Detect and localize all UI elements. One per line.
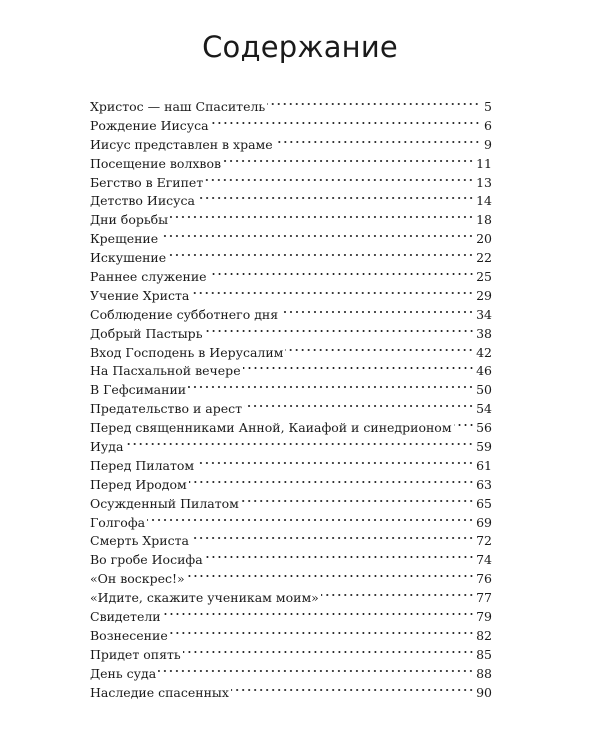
- toc-entry[interactable]: [90, 532, 492, 551]
- toc-entry[interactable]: [90, 457, 492, 476]
- toc-entry-page-number: 88: [476, 665, 492, 681]
- dot-leader: [205, 176, 474, 184]
- toc-entry-title: Голгофа: [90, 514, 146, 530]
- toc-entry-page-number: 9: [484, 136, 492, 152]
- toc-entry[interactable]: [90, 608, 492, 627]
- toc-entry-title: Перед Пилатом: [90, 457, 195, 473]
- toc-entry-page-number: 56: [476, 420, 492, 436]
- toc-entry-page-number: 50: [476, 382, 492, 398]
- toc-entry[interactable]: [90, 362, 492, 381]
- toc-entry-page-number: 25: [476, 269, 492, 285]
- toc-entry-page-number: 69: [476, 514, 492, 530]
- toc-entry-title: Добрый Пастырь: [90, 325, 203, 341]
- toc-entry-title: Иуда: [90, 439, 124, 455]
- dot-leader: [191, 534, 474, 542]
- dot-leader: [244, 402, 474, 410]
- toc-entry-page-number: 11: [476, 155, 492, 171]
- toc-entry[interactable]: [90, 381, 492, 400]
- toc-entry-page-number: 5: [484, 99, 492, 114]
- toc-entry[interactable]: [90, 400, 492, 419]
- toc-entry-page-number: 14: [476, 193, 492, 209]
- toc-entry-page-number: 46: [476, 363, 492, 379]
- dot-leader: [280, 308, 474, 316]
- toc-entry[interactable]: [90, 230, 492, 249]
- dot-leader: [163, 610, 474, 618]
- toc-entry-page-number: 6: [484, 117, 492, 133]
- toc-entry[interactable]: [90, 325, 492, 344]
- toc-entry[interactable]: [90, 646, 492, 665]
- toc-entry[interactable]: [90, 174, 492, 193]
- toc-entry[interactable]: [90, 514, 492, 533]
- toc-entry-title: Перед Иродом: [90, 476, 187, 492]
- toc-entry-title: Посещение волхвов: [90, 155, 222, 171]
- toc-entry[interactable]: [90, 211, 492, 230]
- toc-entry[interactable]: [90, 665, 492, 684]
- toc-entry-title: Перед священниками Анной, Каиафой и синедрионом: [90, 420, 452, 436]
- toc-entry-page-number: 42: [476, 344, 492, 360]
- toc-entry-title: «Он воскрес!»: [90, 571, 185, 587]
- toc-entry-page-number: 29: [476, 287, 492, 303]
- toc-entry[interactable]: [90, 136, 492, 155]
- toc-entry-page-number: 61: [476, 457, 492, 473]
- toc-entry-title: Иисус представлен в храме: [90, 136, 273, 152]
- dot-leader: [196, 459, 474, 467]
- dot-leader: [189, 478, 474, 486]
- toc-entry-page-number: 18: [476, 212, 492, 228]
- toc-entry-page-number: 59: [476, 439, 492, 455]
- dot-leader: [191, 289, 474, 297]
- toc-entry-title: На Пасхальной вечере: [90, 363, 241, 379]
- dot-leader: [243, 364, 475, 372]
- toc-entry-title: Вход Господень в Иерусалим: [90, 344, 284, 360]
- toc-entry-page-number: 54: [476, 401, 492, 417]
- dot-leader: [205, 327, 475, 335]
- page-title: Содержание: [202, 30, 398, 64]
- toc-entry-title: Во гробе Иосифа: [90, 552, 203, 568]
- toc-entry[interactable]: [90, 98, 492, 117]
- toc-entry-title: Наследие спасенных: [90, 684, 229, 700]
- dot-leader: [187, 572, 474, 580]
- toc-entry-title: Крещение: [90, 231, 159, 247]
- toc-entry[interactable]: [90, 438, 492, 457]
- toc-entry-title: День суда: [90, 665, 157, 681]
- toc-entry-title: Раннее служение: [90, 269, 207, 285]
- toc-entry-page-number: 20: [476, 231, 492, 247]
- toc-entry-page-number: 34: [476, 306, 492, 322]
- toc-entry-page-number: 38: [476, 325, 492, 341]
- toc-entry-title: Христос — наш Спаситель: [90, 99, 266, 114]
- toc-entry[interactable]: [90, 155, 492, 174]
- toc-entry-title: В Гефсимании: [90, 382, 187, 398]
- toc-entry-title: Свидетели: [90, 609, 161, 625]
- toc-entry[interactable]: [90, 249, 492, 268]
- dot-leader: [231, 686, 474, 694]
- dot-leader: [125, 440, 474, 448]
- toc-entry[interactable]: [90, 589, 492, 608]
- toc-entry-title: Детство Иисуса: [90, 193, 195, 209]
- toc-entry-title: Смерть Христа: [90, 533, 189, 549]
- dot-leader: [454, 421, 475, 429]
- toc-entry-page-number: 63: [476, 476, 492, 492]
- toc-entry[interactable]: [90, 306, 492, 325]
- toc-entry[interactable]: [90, 419, 492, 438]
- toc-entry[interactable]: [90, 192, 492, 211]
- toc-entry[interactable]: [90, 476, 492, 495]
- toc-entry-title: Осужденный Пилатом: [90, 495, 239, 511]
- toc-entry-page-number: 22: [476, 250, 492, 266]
- dot-leader: [241, 497, 474, 505]
- toc-entry[interactable]: [90, 117, 492, 136]
- toc-entry-title: Дни борьбы: [90, 212, 169, 228]
- toc-entry-title: Вознесение: [90, 627, 168, 643]
- toc-entry-title: Соблюдение субботнего дня: [90, 306, 279, 322]
- toc-entry-page-number: 82: [476, 627, 492, 643]
- dot-leader: [209, 270, 475, 278]
- table-of-contents: [90, 98, 492, 703]
- dot-leader: [321, 591, 474, 599]
- toc-entry-page-number: 90: [476, 684, 492, 700]
- toc-entry[interactable]: [90, 570, 492, 589]
- dot-leader: [147, 516, 474, 524]
- toc-entry-title: Искушение: [90, 250, 167, 266]
- dot-leader: [160, 232, 474, 240]
- dot-leader: [223, 157, 474, 165]
- toc-entry[interactable]: [90, 551, 492, 570]
- toc-entry-title: Рождение Иисуса: [90, 117, 209, 133]
- toc-entry-page-number: 79: [476, 609, 492, 625]
- toc-entry-title: «Идите, скажите ученикам моим»: [90, 590, 319, 606]
- dot-leader: [197, 194, 474, 202]
- toc-entry-title: Придет опять: [90, 646, 181, 662]
- dot-leader: [188, 383, 474, 391]
- toc-entry[interactable]: [90, 287, 492, 306]
- dot-leader: [211, 119, 480, 127]
- dot-leader: [285, 346, 474, 354]
- toc-entry-page-number: 74: [476, 552, 492, 568]
- toc-entry-page-number: 72: [476, 533, 492, 549]
- toc-entry[interactable]: [90, 344, 492, 363]
- dot-leader: [170, 629, 474, 637]
- dot-leader: [183, 648, 474, 656]
- dot-leader: [168, 251, 474, 259]
- toc-entry-page-number: 76: [476, 571, 492, 587]
- dot-leader: [275, 138, 480, 146]
- toc-entry[interactable]: [90, 268, 492, 287]
- dot-leader: [205, 553, 474, 561]
- toc-entry[interactable]: [90, 684, 492, 703]
- toc-entry-title: Предательство и арест: [90, 401, 243, 417]
- toc-entry-title: Учение Христа: [90, 287, 190, 303]
- toc-entry-page-number: 65: [476, 495, 492, 511]
- toc-entry-page-number: 13: [476, 174, 492, 190]
- dot-leader: [158, 667, 474, 675]
- toc-entry-page-number: 85: [476, 646, 492, 662]
- toc-entry[interactable]: [90, 627, 492, 646]
- toc-entry-title: Бегство в Египет: [90, 174, 204, 190]
- dot-leader: [267, 100, 480, 108]
- dot-leader: [170, 213, 474, 221]
- toc-entry[interactable]: [90, 495, 492, 514]
- toc-entry-page-number: 77: [476, 590, 492, 606]
